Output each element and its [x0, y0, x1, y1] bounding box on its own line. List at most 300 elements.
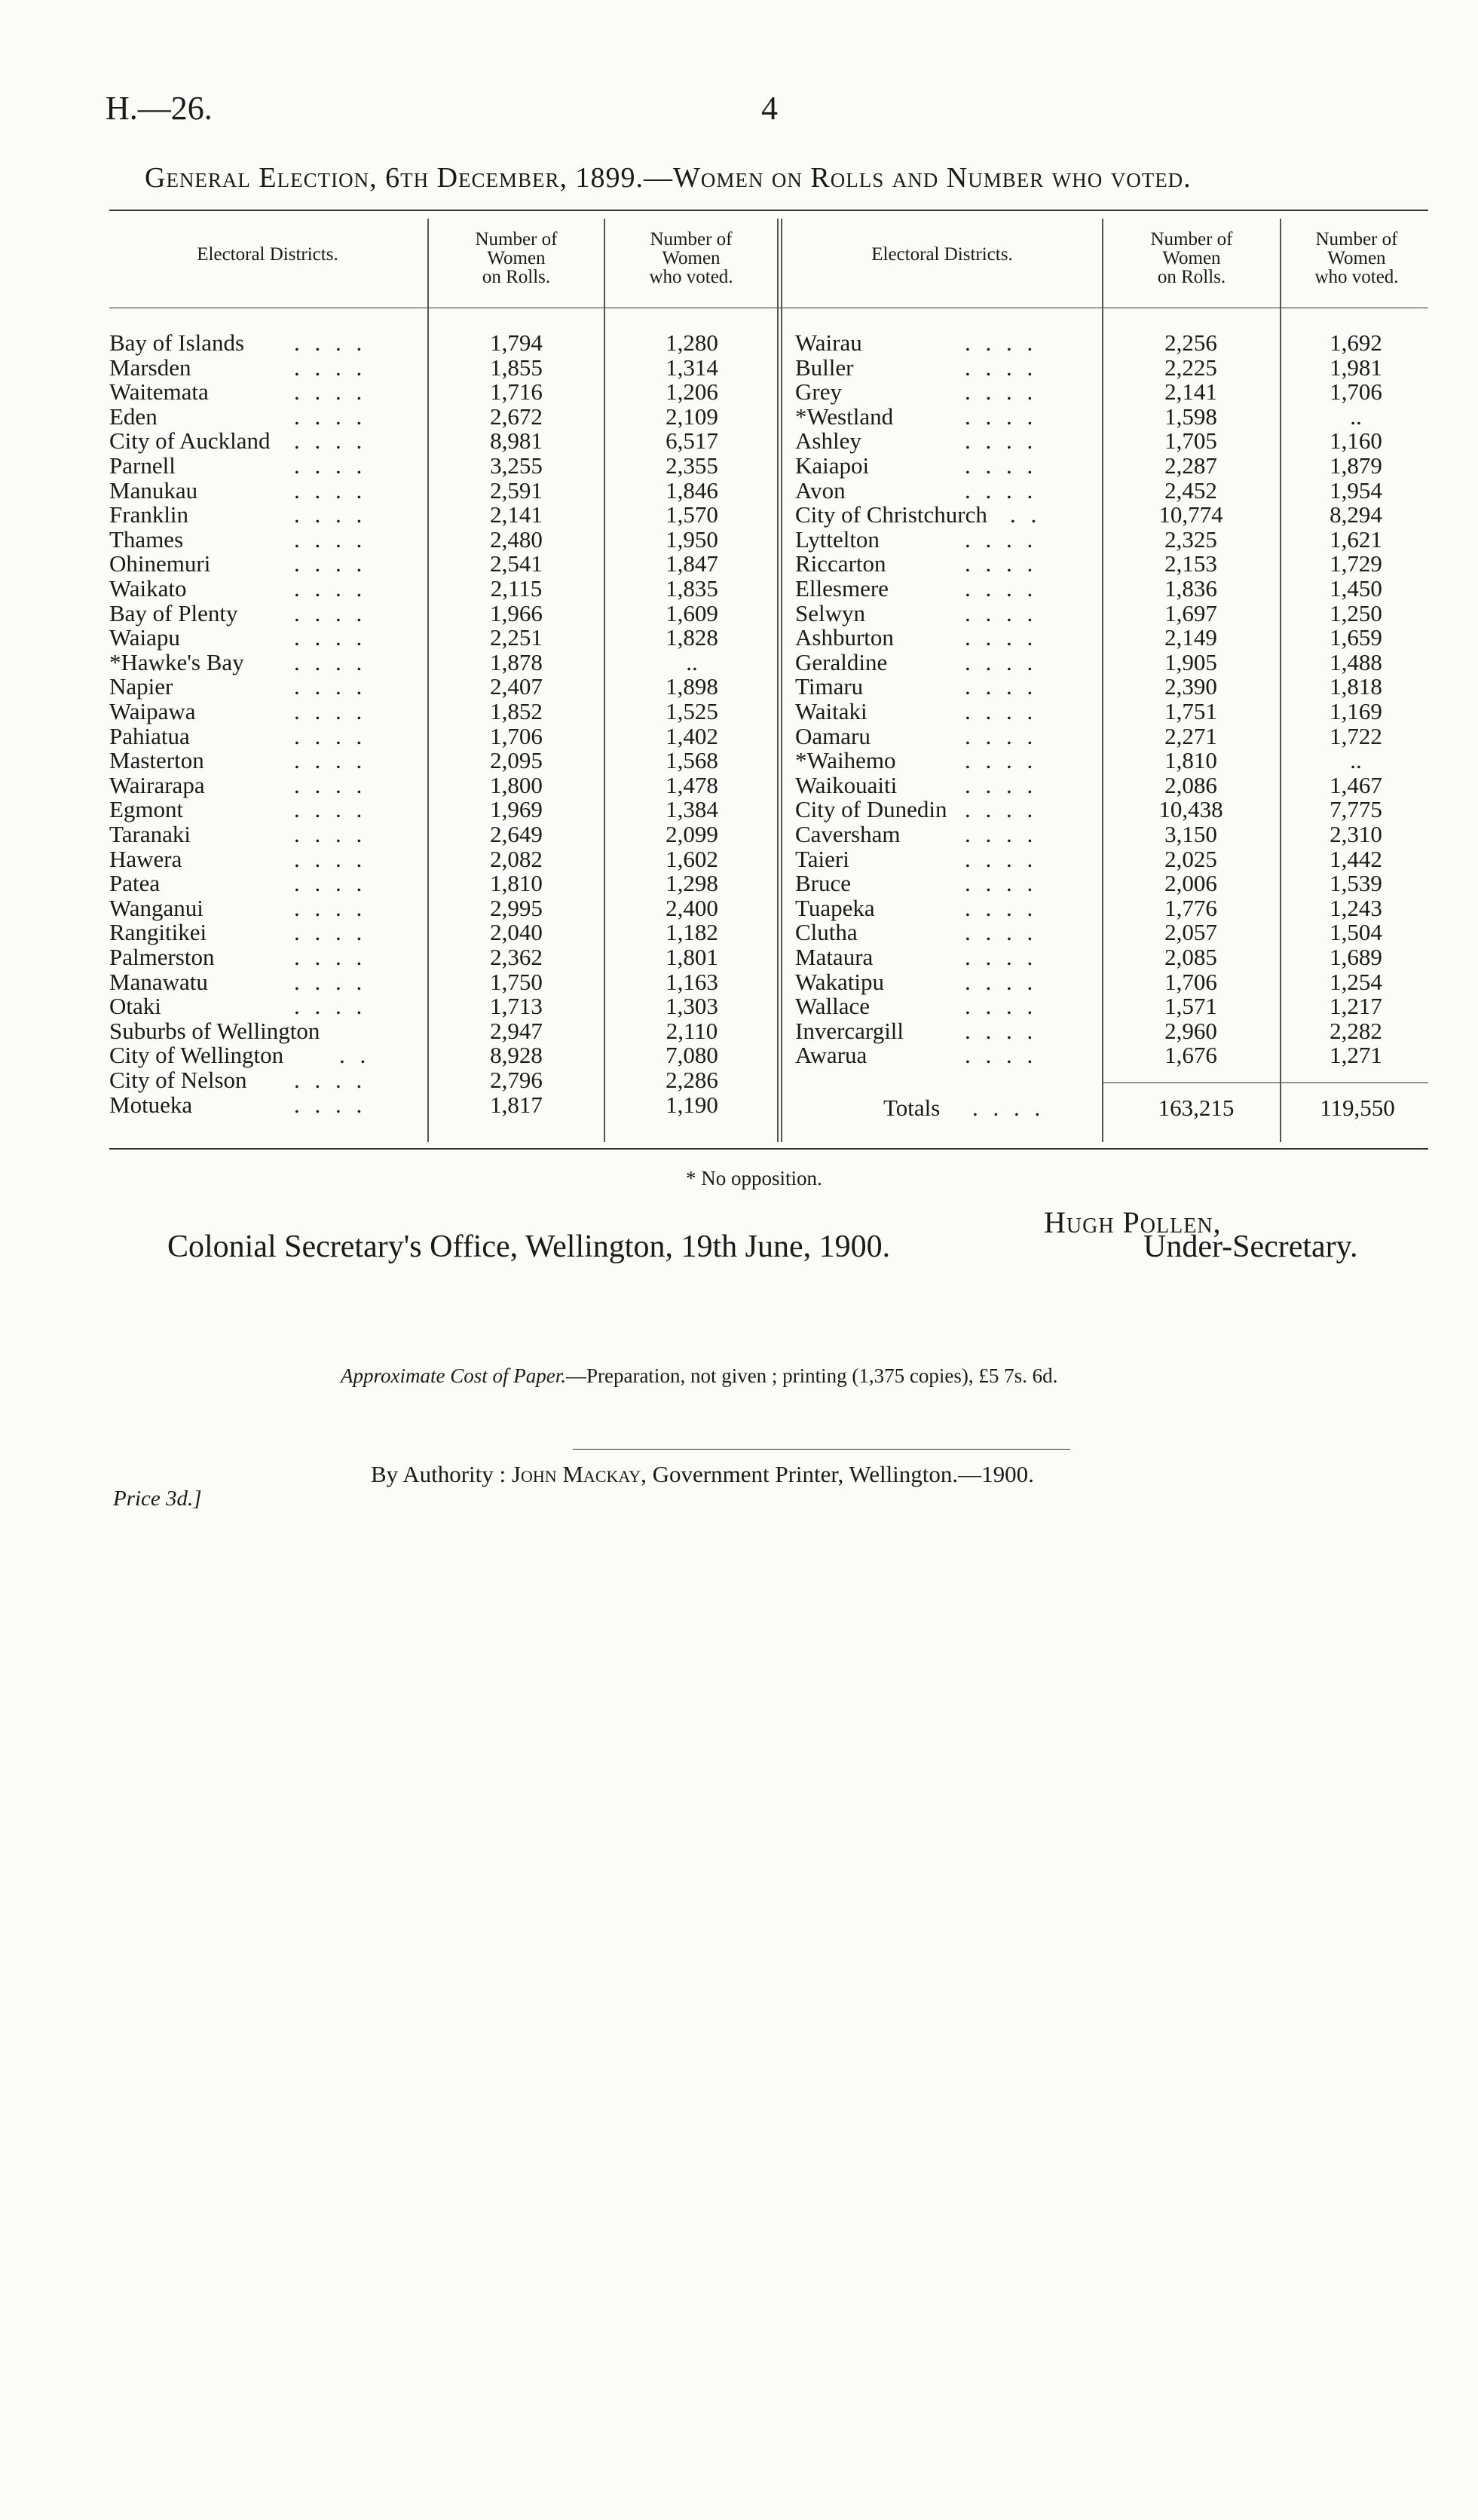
district-name: Motueka — [109, 1091, 193, 1118]
district-name: Oamaru — [795, 722, 871, 749]
rolls-value: 3,150 — [1164, 821, 1217, 847]
table-row — [109, 453, 757, 478]
leader-dots: . . . . — [965, 1017, 1038, 1044]
rolls-value: 1,800 — [490, 771, 543, 798]
totals-rolls: 163,215 — [1158, 1095, 1235, 1121]
rolls-value: 1,751 — [1164, 698, 1217, 724]
voted-value: 7,775 — [1330, 796, 1382, 823]
table-row — [109, 355, 757, 380]
leader-dots: . . . . — [294, 993, 367, 1020]
voted-value: .. — [686, 648, 698, 675]
voted-value: 1,689 — [1330, 944, 1382, 970]
district-name: *Waihemo — [795, 747, 896, 774]
leader-dots: . . . . — [294, 944, 367, 970]
leader-dots: . . . . — [965, 722, 1038, 749]
table-row — [795, 502, 1443, 527]
district-name: Waitemata — [109, 378, 209, 406]
leader-dots: . . . . — [965, 944, 1038, 970]
table-row — [795, 945, 1443, 969]
district-name: Taieri — [795, 845, 849, 872]
table-row — [109, 969, 757, 994]
page-number: 4 — [761, 90, 778, 127]
leader-dots: . . . . — [294, 427, 367, 455]
leader-dots: . . . . — [965, 771, 1038, 798]
voted-value: 1,467 — [1330, 771, 1382, 798]
page-title: General Election, 6th December, 1899.—Women on Rolls and Number who voted. — [145, 162, 1192, 194]
rolls-value: 2,115 — [490, 575, 543, 602]
table-row — [109, 699, 757, 724]
leader-dots: . . . . — [294, 648, 367, 675]
district-name: Wairarapa — [109, 771, 205, 798]
voted-value: 1,303 — [666, 993, 718, 1020]
table-row — [795, 404, 1443, 429]
voted-value: 1,621 — [1330, 525, 1382, 553]
leader-dots: . . . . — [965, 624, 1038, 651]
district-name: Waikouaiti — [795, 771, 898, 798]
leader-dots: . . . . — [965, 1042, 1038, 1069]
district-name: Avon — [795, 476, 846, 504]
signer-title: Under-Secretary. — [1143, 1229, 1358, 1264]
rolls-value: 2,040 — [490, 919, 543, 946]
leader-dots: . . — [339, 1042, 371, 1069]
rolls-value: 2,287 — [1164, 452, 1217, 479]
district-name: Otaki — [109, 993, 161, 1020]
table-row — [795, 847, 1443, 871]
voted-value: 1,163 — [666, 968, 718, 995]
cost-of-paper — [341, 1364, 1057, 1388]
district-name: City of Wellington — [109, 1042, 284, 1069]
rolls-value: 2,362 — [490, 944, 543, 970]
district-name: Wairau — [795, 329, 862, 356]
printer-name: John Mackay — [511, 1461, 641, 1487]
table-row — [795, 773, 1443, 798]
table-row — [109, 773, 757, 798]
voted-value: 1,706 — [1330, 378, 1382, 406]
district-name: Riccarton — [795, 550, 886, 577]
leader-dots: . . . . — [294, 329, 367, 356]
district-name: Ashburton — [795, 624, 894, 651]
district-name: Masterton — [109, 747, 204, 774]
rolls-value: 1,817 — [490, 1091, 543, 1118]
rolls-value: 1,969 — [490, 796, 543, 823]
table-row — [109, 674, 757, 699]
voted-value: 1,488 — [1330, 648, 1382, 675]
leader-dots: . . . . — [294, 550, 367, 577]
voted-value: 1,450 — [1330, 575, 1382, 602]
rolls-value: 8,928 — [490, 1042, 543, 1069]
district-name: Bay of Islands — [109, 329, 245, 356]
voted-value: 1,801 — [666, 944, 718, 970]
district-name: Mataura — [795, 944, 874, 970]
district-name: Selwyn — [795, 599, 865, 626]
district-name: Wakatipu — [795, 968, 885, 995]
rolls-value: 2,480 — [490, 525, 543, 553]
voted-value: 1,250 — [1330, 599, 1382, 626]
leader-dots: . . . . — [965, 427, 1038, 455]
table-row — [795, 379, 1443, 404]
district-name: Bruce — [795, 870, 852, 897]
district-name: Geraldine — [795, 648, 888, 675]
header-voted-left: Number of Women who voted. — [649, 229, 733, 287]
table-row — [795, 453, 1443, 478]
table-row — [795, 478, 1443, 503]
table-row — [109, 871, 757, 896]
voted-value: 1,169 — [1330, 698, 1382, 724]
table-row — [109, 502, 757, 527]
rolls-value: 1,855 — [490, 354, 543, 381]
rolls-value: 1,966 — [490, 599, 543, 626]
leader-dots: . . . . — [294, 1091, 367, 1118]
rolls-value: 1,776 — [1164, 894, 1217, 921]
leader-dots: . . . . — [294, 870, 367, 897]
table-row — [109, 428, 757, 453]
header-rolls-left: Number of Women on Rolls. — [475, 229, 558, 287]
authority-prefix: By Authority : — [371, 1461, 512, 1487]
leader-dots: . . . . — [965, 599, 1038, 626]
voted-value: 1,298 — [666, 870, 718, 897]
rolls-value: 2,325 — [1164, 525, 1217, 553]
voted-value: 2,109 — [666, 403, 718, 430]
leader-dots: . . . . — [294, 1067, 367, 1093]
voted-value: 1,570 — [666, 501, 718, 528]
header-districts-left: Electoral Districts. — [197, 244, 338, 265]
totals-row — [784, 1095, 1424, 1120]
leader-dots: . . . . — [294, 747, 367, 774]
voted-value: 1,609 — [666, 599, 718, 626]
district-name: City of Nelson — [109, 1067, 247, 1093]
district-name: Franklin — [109, 501, 189, 528]
signer-name: Hugh Pollen, — [1044, 1205, 1222, 1239]
district-name: Waitaki — [795, 698, 868, 724]
office-dateline: Colonial Secretary's Office, Wellington, 19th June, 1900. — [167, 1229, 891, 1264]
rolls-value: 2,407 — [490, 673, 543, 700]
district-name: Ashley — [795, 427, 861, 455]
table-row — [109, 847, 757, 871]
table-row — [109, 601, 757, 626]
rolls-value: 1,676 — [1164, 1042, 1217, 1069]
voted-value: 1,835 — [666, 575, 718, 602]
leader-dots: . . . . — [965, 821, 1038, 847]
header-rolls-right: Number of Women on Rolls. — [1150, 229, 1233, 287]
rolls-value: 10,438 — [1158, 796, 1223, 823]
rolls-value: 2,271 — [1164, 722, 1217, 749]
district-name: City of Christchurch — [795, 501, 987, 528]
leader-dots: . . . . — [965, 673, 1038, 700]
district-name: Palmerston — [109, 944, 215, 970]
rolls-value: 2,947 — [490, 1017, 543, 1044]
district-name: Pahiatua — [109, 722, 190, 749]
district-name: Ellesmere — [795, 575, 889, 602]
leader-dots: . . . . — [965, 993, 1038, 1020]
rolls-value: 1,571 — [1164, 993, 1217, 1020]
table-row — [109, 994, 757, 1018]
voted-value: 1,828 — [666, 624, 718, 651]
table-row — [795, 920, 1443, 945]
rolls-value: 1,905 — [1164, 648, 1217, 675]
table-row — [795, 428, 1443, 453]
table-row — [795, 674, 1443, 699]
leader-dots: . . . . — [294, 968, 367, 995]
district-name: Waiapu — [109, 624, 180, 651]
voted-value: 1,539 — [1330, 870, 1382, 897]
leader-dots: . . . . — [294, 771, 367, 798]
leader-dots: . . . . — [965, 403, 1038, 430]
district-name: Parnell — [109, 452, 176, 479]
rolls-value: 2,153 — [1164, 550, 1217, 577]
voted-value: 1,846 — [666, 476, 718, 504]
table-top-rule — [109, 210, 1428, 211]
table-row — [795, 527, 1443, 552]
table-row — [109, 551, 757, 576]
rolls-value: 2,390 — [1164, 673, 1217, 700]
leader-dots: . . . . — [965, 452, 1038, 479]
voted-value: 1,402 — [666, 722, 718, 749]
leader-dots: . . . . — [972, 1095, 1045, 1121]
rolls-value: 1,810 — [490, 870, 543, 897]
voted-value: 1,722 — [1330, 722, 1382, 749]
table-row — [795, 551, 1443, 576]
rolls-value: 2,796 — [490, 1067, 543, 1093]
rolls-value: 3,255 — [490, 452, 543, 479]
table-row — [795, 355, 1443, 380]
table-bottom-rule — [109, 1148, 1428, 1150]
district-name: Patea — [109, 870, 161, 897]
table-row — [109, 797, 757, 822]
table-row — [109, 478, 757, 503]
district-name: Rangitikei — [109, 919, 207, 946]
district-name: Suburbs of Wellington — [109, 1017, 320, 1044]
rolls-value: 2,452 — [1164, 476, 1217, 504]
leader-dots: . . . . — [294, 476, 367, 504]
table-row — [795, 330, 1443, 355]
leader-dots: . . . . — [965, 747, 1038, 774]
table-row — [109, 920, 757, 945]
totals-voted: 119,550 — [1320, 1095, 1395, 1121]
rolls-value: 10,774 — [1158, 501, 1223, 528]
leader-dots: . . . . — [294, 501, 367, 528]
voted-value: 1,190 — [666, 1091, 718, 1118]
rolls-value: 2,649 — [490, 821, 543, 847]
voted-value: .. — [1350, 403, 1362, 430]
voted-value: 2,400 — [666, 894, 718, 921]
table-row — [109, 625, 757, 650]
leader-dots: . . . . — [965, 698, 1038, 724]
rolls-value: 1,716 — [490, 378, 543, 406]
voted-value: 1,504 — [1330, 919, 1382, 946]
leader-dots: . . . . — [294, 452, 367, 479]
district-name: Wanganui — [109, 894, 203, 921]
leader-dots: . . . . — [294, 796, 367, 823]
leader-dots: . . . . — [965, 329, 1038, 356]
table-row — [795, 822, 1443, 847]
table-row — [109, 404, 757, 429]
voted-value: 1,478 — [666, 771, 718, 798]
voted-value: 1,314 — [666, 354, 718, 381]
table-row — [109, 945, 757, 969]
voted-value: 1,525 — [666, 698, 718, 724]
authority-imprint — [371, 1461, 1034, 1488]
district-name: Caversham — [795, 821, 901, 847]
voted-value: 1,243 — [1330, 894, 1382, 921]
voted-value: 1,729 — [1330, 550, 1382, 577]
district-name: Eden — [109, 403, 158, 430]
leader-dots: . . . . — [965, 550, 1038, 577]
voted-value: .. — [1350, 747, 1362, 774]
rolls-value: 2,057 — [1164, 919, 1217, 946]
rolls-value: 1,713 — [490, 993, 543, 1020]
table-row — [109, 1092, 757, 1117]
leader-dots: . . . . — [965, 968, 1038, 995]
rolls-value: 1,794 — [490, 329, 543, 356]
rolls-value: 2,085 — [1164, 944, 1217, 970]
table-row — [795, 650, 1443, 675]
totals-rule — [1102, 1082, 1428, 1083]
rolls-value: 1,750 — [490, 968, 543, 995]
authority-suffix: , Government Printer, Wellington.—1900. — [641, 1461, 1034, 1487]
table-row — [109, 650, 757, 675]
rolls-value: 2,149 — [1164, 624, 1217, 651]
district-name: Ohinemuri — [109, 550, 211, 577]
voted-value: 7,080 — [666, 1042, 718, 1069]
leader-dots: . . . . — [294, 722, 367, 749]
rolls-value: 1,878 — [490, 648, 543, 675]
leader-dots: . . . . — [965, 845, 1038, 872]
leader-dots: . . . . — [965, 575, 1038, 602]
rolls-value: 2,095 — [490, 747, 543, 774]
totals-label: Totals — [883, 1095, 941, 1121]
voted-value: 1,384 — [666, 796, 718, 823]
table-row — [109, 379, 757, 404]
table-row — [109, 1043, 757, 1067]
voted-value: 2,286 — [666, 1067, 718, 1093]
district-name: Kaiapoi — [795, 452, 870, 479]
table-row — [109, 576, 757, 601]
table-row — [109, 748, 757, 773]
district-name: Waipawa — [109, 698, 196, 724]
table-row — [109, 724, 757, 749]
rolls-value: 1,705 — [1164, 427, 1217, 455]
district-name: Grey — [795, 378, 842, 406]
document-reference: H.—26. — [106, 90, 213, 127]
price: Price 3d.] — [113, 1487, 202, 1511]
table-row — [795, 969, 1443, 994]
table-row — [109, 330, 757, 355]
voted-value: 1,182 — [666, 919, 718, 946]
rolls-value: 1,598 — [1164, 403, 1217, 430]
rolls-value: 1,852 — [490, 698, 543, 724]
leader-dots: . . . . — [294, 354, 367, 381]
rolls-value: 1,810 — [1164, 747, 1217, 774]
voted-value: 1,981 — [1330, 354, 1382, 381]
voted-value: 1,879 — [1330, 452, 1382, 479]
rolls-value: 2,256 — [1164, 329, 1217, 356]
voted-value: 1,442 — [1330, 845, 1382, 872]
leader-dots: . . . . — [294, 525, 367, 553]
leader-dots: . . . . — [294, 698, 367, 724]
leader-dots: . . . . — [294, 894, 367, 921]
voted-value: 1,692 — [1330, 329, 1382, 356]
leader-dots: . . . . — [965, 894, 1038, 921]
table-row — [795, 896, 1443, 920]
rolls-value: 1,836 — [1164, 575, 1217, 602]
district-name: Hawera — [109, 845, 182, 872]
voted-value: 1,271 — [1330, 1042, 1382, 1069]
voted-value: 1,602 — [666, 845, 718, 872]
leader-dots: . . — [1010, 501, 1042, 528]
district-name: Tuapeka — [795, 894, 875, 921]
rolls-value: 2,006 — [1164, 870, 1217, 897]
leader-dots: . . . . — [965, 378, 1038, 406]
district-name: Wallace — [795, 993, 871, 1020]
rolls-value: 1,706 — [1164, 968, 1217, 995]
voted-value: 1,954 — [1330, 476, 1382, 504]
leader-dots: . . . . — [965, 354, 1038, 381]
district-name: Marsden — [109, 354, 191, 381]
column-divider — [781, 219, 782, 1142]
rolls-value: 2,541 — [490, 550, 543, 577]
header-districts-right: Electoral Districts. — [871, 244, 1013, 265]
district-name: *Hawke's Bay — [109, 648, 244, 675]
leader-dots: . . . . — [294, 378, 367, 406]
table-row — [795, 1043, 1443, 1067]
rolls-value: 2,141 — [1164, 378, 1217, 406]
table-row — [795, 797, 1443, 822]
district-name: Taranaki — [109, 821, 191, 847]
rolls-value: 2,251 — [490, 624, 543, 651]
table-row — [109, 1018, 757, 1043]
footnote: * No opposition. — [686, 1167, 822, 1190]
district-name: Bay of Plenty — [109, 599, 238, 626]
leader-dots: . . . . — [294, 821, 367, 847]
rolls-value: 1,697 — [1164, 599, 1217, 626]
district-name: *Westland — [795, 403, 894, 430]
header-voted-right: Number of Women who voted. — [1314, 229, 1399, 287]
table-row — [795, 994, 1443, 1018]
district-name: Awarua — [795, 1042, 868, 1069]
district-name: City of Auckland — [109, 427, 271, 455]
voted-value: 1,160 — [1330, 427, 1382, 455]
leader-dots: . . . . — [965, 476, 1038, 504]
leader-dots: . . . . — [294, 575, 367, 602]
table-row — [109, 822, 757, 847]
cost-label: Approximate Cost of Paper. — [341, 1364, 566, 1387]
rolls-value: 2,672 — [490, 403, 543, 430]
table-row — [795, 1018, 1443, 1043]
district-name: Napier — [109, 673, 173, 700]
voted-value: 1,818 — [1330, 673, 1382, 700]
voted-value: 2,110 — [666, 1017, 718, 1044]
table-row — [795, 576, 1443, 601]
leader-dots: . . . . — [965, 525, 1038, 553]
district-name: Egmont — [109, 796, 184, 823]
table-row — [795, 748, 1443, 773]
leader-dots: . . . . — [965, 648, 1038, 675]
rolls-value: 2,086 — [1164, 771, 1217, 798]
rolls-value: 2,995 — [490, 894, 543, 921]
voted-value: 2,355 — [666, 452, 718, 479]
voted-value: 1,898 — [666, 673, 718, 700]
district-name: Manawatu — [109, 968, 208, 995]
rolls-value: 1,706 — [490, 722, 543, 749]
leader-dots: . . . . — [294, 599, 367, 626]
district-name: Timaru — [795, 673, 864, 700]
rolls-value: 2,025 — [1164, 845, 1217, 872]
leader-dots: . . . . — [294, 403, 367, 430]
voted-value: 1,280 — [666, 329, 718, 356]
district-name: Lyttelton — [795, 525, 880, 553]
rolls-value: 2,960 — [1164, 1017, 1217, 1044]
leader-dots: . . . . — [965, 870, 1038, 897]
